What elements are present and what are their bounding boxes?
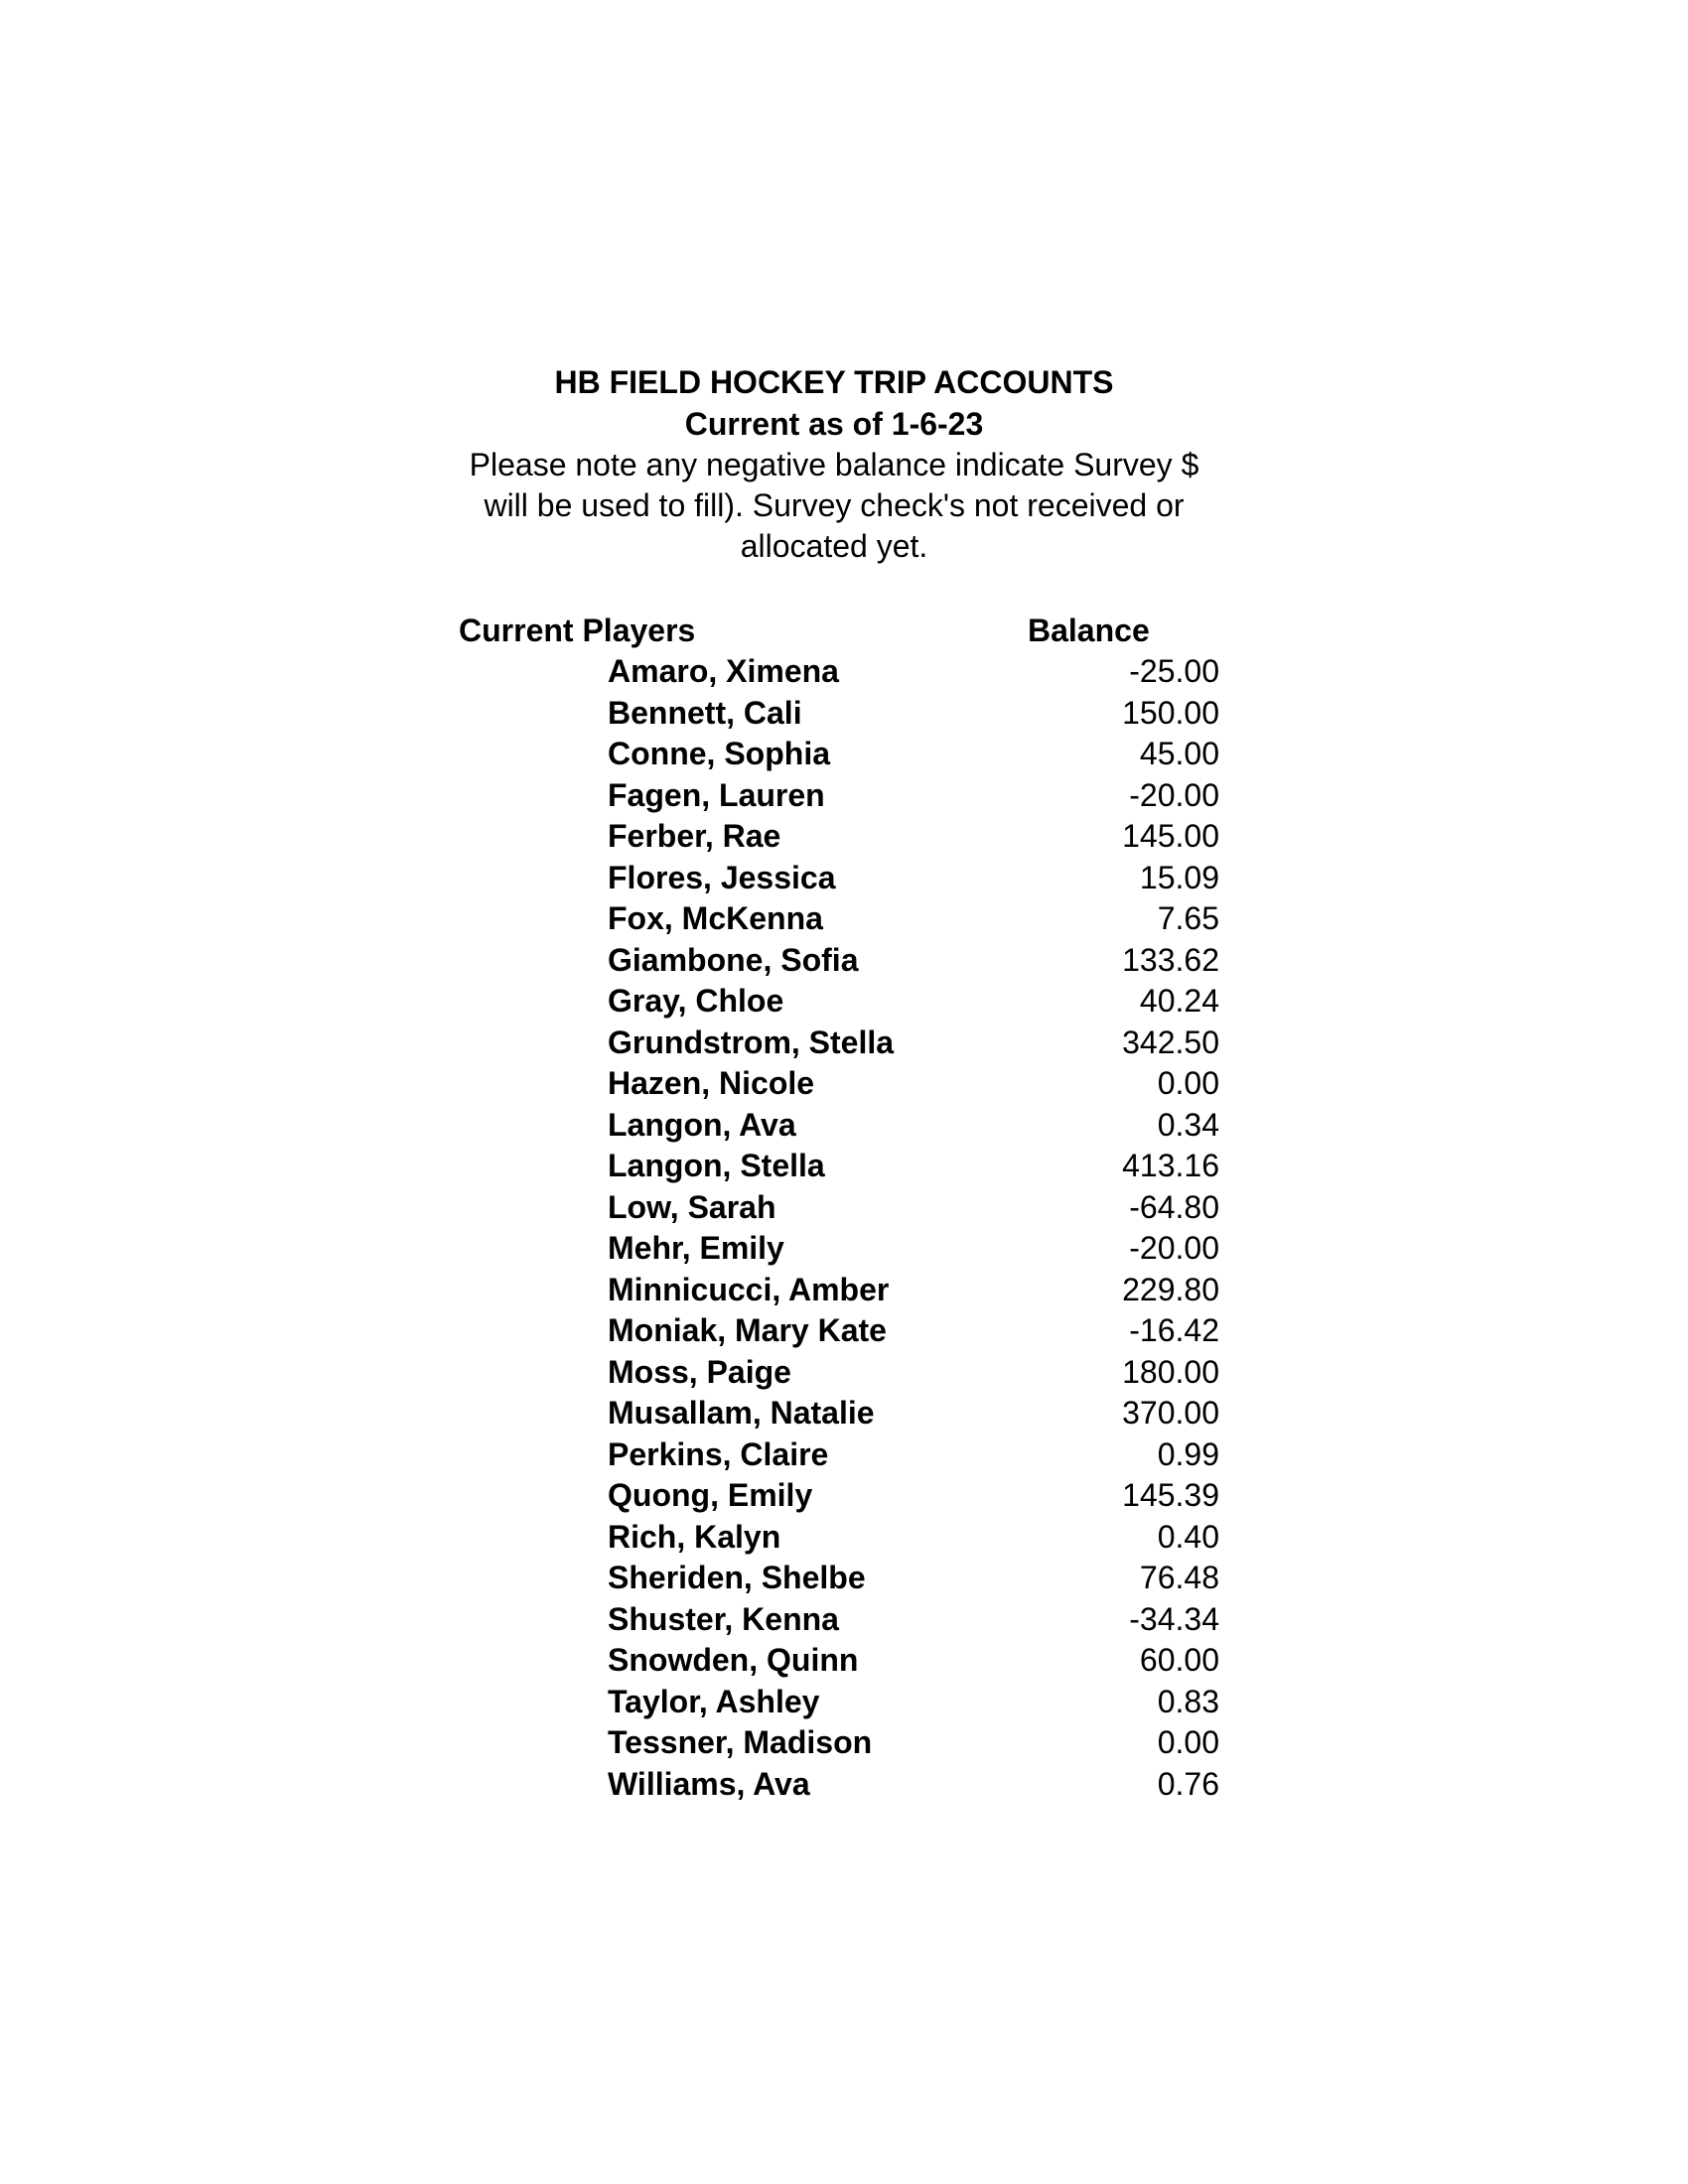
player-name: Quong, Emily xyxy=(608,1477,813,1513)
player-name: Ferber, Rae xyxy=(608,818,781,854)
player-balance: 145.39 xyxy=(1122,1477,1219,1513)
player-name: Moss, Paige xyxy=(608,1353,791,1390)
table-row xyxy=(459,1393,1233,1434)
table-row xyxy=(459,1023,1233,1064)
player-balance: -16.42 xyxy=(1129,1312,1219,1348)
document-note: Please note any negative balance indicate Survey $ will be used to fill). Survey check's not received or allocated yet. xyxy=(469,447,1199,564)
player-balance: -20.00 xyxy=(1129,1230,1219,1266)
table-row xyxy=(459,1434,1233,1476)
player-name: Moniak, Mary Kate xyxy=(608,1312,887,1348)
table-row xyxy=(459,734,1233,775)
player-name: Snowden, Quinn xyxy=(608,1642,859,1678)
table-row xyxy=(459,1599,1233,1641)
player-name: Langon, Ava xyxy=(608,1106,796,1143)
player-balance: 145.00 xyxy=(1122,818,1219,854)
table-row xyxy=(459,1270,1233,1311)
player-name: Fox, McKenna xyxy=(608,900,823,936)
header-balance: Balance xyxy=(1028,613,1150,648)
table-row xyxy=(459,1063,1233,1105)
table-body xyxy=(459,651,1233,1805)
player-balance: 229.80 xyxy=(1122,1271,1219,1307)
table-row xyxy=(459,1146,1233,1187)
player-balance: 40.24 xyxy=(1139,983,1219,1019)
player-balance: 133.62 xyxy=(1122,941,1219,978)
player-name: Musallam, Natalie xyxy=(608,1395,875,1431)
player-name: Conne, Sophia xyxy=(608,736,830,771)
table-row xyxy=(459,898,1233,940)
player-balance: 60.00 xyxy=(1139,1642,1219,1678)
player-balance: 0.40 xyxy=(1157,1518,1219,1555)
player-balance: 370.00 xyxy=(1122,1395,1219,1431)
player-balance: 150.00 xyxy=(1122,694,1219,731)
player-name: Shuster, Kenna xyxy=(608,1600,839,1637)
table-row xyxy=(459,940,1233,982)
player-name: Langon, Stella xyxy=(608,1148,825,1183)
player-name: Taylor, Ashley xyxy=(608,1683,820,1719)
table-row xyxy=(459,1105,1233,1147)
player-name: Bennett, Cali xyxy=(608,694,802,731)
player-name: Sheriden, Shelbe xyxy=(608,1560,866,1595)
player-name: Fagen, Lauren xyxy=(608,776,825,813)
table-row xyxy=(459,1682,1233,1723)
player-balance: 180.00 xyxy=(1122,1353,1219,1390)
player-balance: -25.00 xyxy=(1129,653,1219,689)
player-balance: 342.50 xyxy=(1122,1024,1219,1060)
table-row xyxy=(459,981,1233,1023)
table-row xyxy=(459,1722,1233,1764)
player-name: Amaro, Ximena xyxy=(608,653,839,689)
player-balance: 0.34 xyxy=(1157,1106,1219,1143)
table-row xyxy=(459,1310,1233,1352)
player-name: Giambone, Sofia xyxy=(608,941,859,978)
player-balance: 76.48 xyxy=(1139,1560,1219,1595)
document-title: HB FIELD HOCKEY TRIP ACCOUNTS xyxy=(554,364,1114,400)
table-row xyxy=(459,693,1233,735)
player-balance: 0.83 xyxy=(1157,1683,1219,1719)
player-balance: 0.99 xyxy=(1157,1435,1219,1472)
player-balance: 413.16 xyxy=(1122,1148,1219,1183)
table-row xyxy=(459,858,1233,899)
table-row xyxy=(459,1187,1233,1229)
player-balance: 0.00 xyxy=(1157,1065,1219,1101)
table-row xyxy=(459,816,1233,858)
header-current-players: Current Players xyxy=(459,613,696,648)
player-name: Hazen, Nicole xyxy=(608,1065,815,1101)
table-row xyxy=(459,1558,1233,1599)
table-row xyxy=(459,1517,1233,1559)
player-name: Rich, Kalyn xyxy=(608,1518,781,1555)
player-name: Low, Sarah xyxy=(608,1188,776,1225)
player-balance: 0.76 xyxy=(1157,1765,1219,1802)
document-header xyxy=(437,361,1231,567)
player-name: Flores, Jessica xyxy=(608,859,836,895)
table-row xyxy=(459,1352,1233,1394)
player-name: Perkins, Claire xyxy=(608,1435,829,1472)
balances-table xyxy=(459,610,1233,1805)
player-name: Gray, Chloe xyxy=(608,983,784,1019)
player-balance: 15.09 xyxy=(1139,859,1219,895)
player-name: Mehr, Emily xyxy=(608,1230,784,1266)
player-name: Minnicucci, Amber xyxy=(608,1271,890,1307)
player-balance: -64.80 xyxy=(1129,1188,1219,1225)
player-name: Grundstrom, Stella xyxy=(608,1024,895,1060)
table-row xyxy=(459,1640,1233,1682)
table-row xyxy=(459,1764,1233,1806)
table-row xyxy=(459,1475,1233,1517)
player-balance: 45.00 xyxy=(1139,736,1219,771)
table-row xyxy=(459,651,1233,693)
player-name: Tessner, Madison xyxy=(608,1724,873,1760)
player-name: Williams, Ava xyxy=(608,1765,810,1802)
player-balance: -34.34 xyxy=(1129,1600,1219,1637)
player-balance: -20.00 xyxy=(1129,776,1219,813)
table-header-row xyxy=(459,610,1233,651)
player-balance: 0.00 xyxy=(1157,1724,1219,1760)
player-balance: 7.65 xyxy=(1157,900,1219,936)
table-row xyxy=(459,775,1233,817)
table-row xyxy=(459,1228,1233,1270)
document-subtitle: Current as of 1-6-23 xyxy=(684,406,984,442)
